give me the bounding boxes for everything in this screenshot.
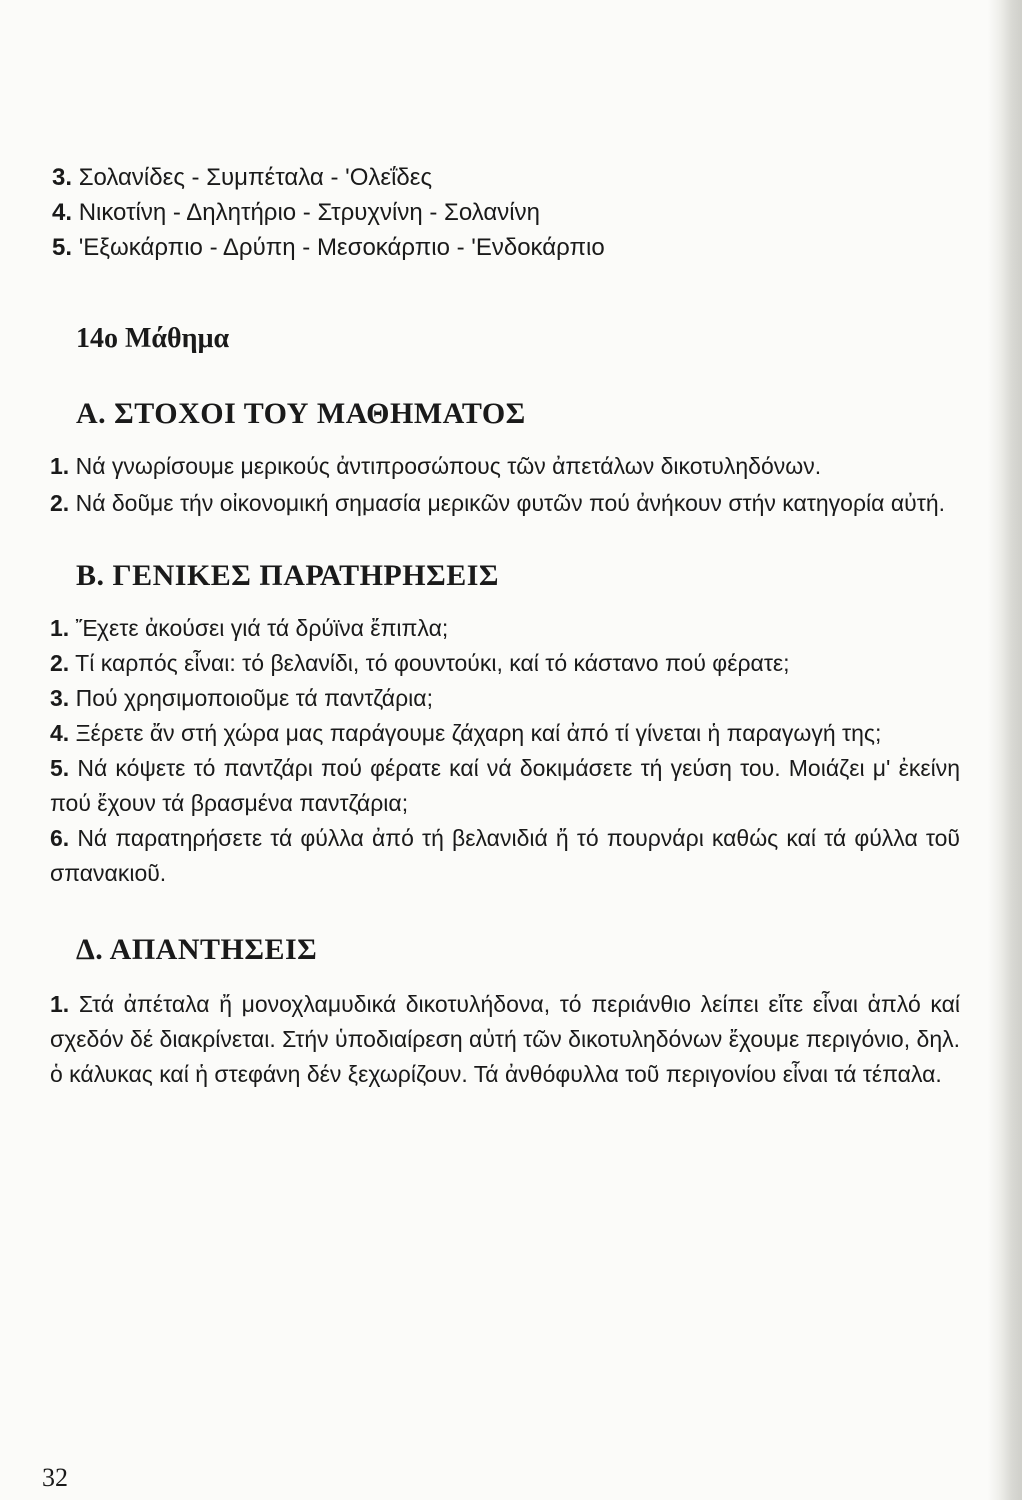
- page-gutter-shadow: [988, 0, 1022, 1500]
- section-d-heading: Δ. ΑΠΑΝΤΗΣΕΙΣ: [76, 933, 318, 966]
- list-item: [50, 751, 960, 821]
- list-item: [50, 681, 960, 716]
- item-text: Τί καρπός εἶναι: τό βελανίδι, τό φουντούκι, καί τό κάστανο πού φέρατε;: [75, 650, 790, 676]
- item-text: Ἔχετε ἀκούσει γιά τά δρύϊνα ἔπιπλα;: [75, 615, 449, 641]
- item-text: Στά ἀπέταλα ἤ μονοχλαμυδικά δικοτυλήδονα, τό περιάνθιο λείπει εἴτε εἶναι ἁπλό καί σχεδόν δέ διακρίνεται. Στήν ὑποδιαίρεση αὐτή τῶν δικοτυληδόνων ἔχουμε περιγόνιο, δηλ. ὁ κάλυκας καί ἡ στεφάνη δέν ξεχωρίζουν. Τά ἀνθόφυλλα τοῦ περιγονίου εἶναι τά τέπαλα.: [50, 991, 961, 1087]
- item-number: 1.: [50, 453, 70, 479]
- list-item: [50, 486, 960, 521]
- list-item: [50, 716, 960, 751]
- section-a-heading: Α. ΣΤΟΧΟΙ ΤΟΥ ΜΑΘΗΜΑΤΟΣ: [76, 397, 526, 430]
- item-number: 1.: [50, 991, 70, 1017]
- item-text: Νά δοῦμε τήν οἰκονομική σημασία μερικῶν φυτῶν πού ἀνήκουν στήν κατηγορία αὐτή.: [75, 490, 945, 516]
- item-number: 5.: [50, 755, 70, 781]
- item-number: 2.: [50, 490, 70, 516]
- item-text: Νά γνωρίσουμε μερικούς ἀντιπροσώπους τῶν ἀπετάλων δικοτυληδόνων.: [75, 453, 822, 479]
- lesson-title: 14ο Μάθημα: [76, 323, 230, 354]
- section-a-list: [50, 449, 960, 521]
- page-number: 32: [42, 1463, 68, 1492]
- item-number: 1.: [50, 615, 70, 641]
- item-number: 3.: [50, 685, 70, 711]
- item-number: 4.: [50, 720, 70, 746]
- item-number: 6.: [50, 825, 70, 851]
- list-item: [52, 160, 960, 195]
- list-item: [50, 646, 960, 681]
- item-text: 'Εξωκάρπιο - Δρύπη - Μεσοκάρπιο - 'Ενδοκάρπιο: [78, 234, 605, 261]
- item-text: Νά κόψετε τό παντζάρι πού φέρατε καί νά δοκιμάσετε τή γεύση του. Μοιάζει μ' ἐκείνη πού ἔχουν τά βρασμένα παντζάρια;: [50, 755, 961, 816]
- list-item: [50, 987, 960, 1092]
- section-b-heading: Β. ΓΕΝΙΚΕΣ ΠΑΡΑΤΗΡΗΣΕΙΣ: [76, 559, 499, 592]
- item-number: 4.: [52, 199, 73, 226]
- item-number: 2.: [50, 650, 70, 676]
- list-item: [50, 611, 960, 646]
- page-text: [50, 160, 960, 1092]
- section-d-list: [50, 987, 960, 1092]
- list-item: [52, 195, 960, 230]
- item-text: Νικοτίνη - Δηλητήριο - Στρυχνίνη - Σολανίνη: [78, 199, 540, 226]
- list-item: [50, 449, 960, 484]
- list-item: [52, 230, 960, 265]
- item-text: Σολανίδες - Συμπέταλα - 'Ολεΐδες: [78, 164, 433, 191]
- list-item: [50, 821, 960, 891]
- section-b-list: [50, 611, 960, 891]
- top-list: [52, 160, 960, 265]
- item-number: 3.: [52, 164, 73, 191]
- item-text: Πού χρησιμοποιοῦμε τά παντζάρια;: [75, 685, 433, 711]
- item-text: Ξέρετε ἄν στή χώρα μας παράγουμε ζάχαρη καί ἀπό τί γίνεται ἡ παραγωγή της;: [75, 720, 882, 746]
- item-number: 5.: [52, 234, 73, 261]
- item-text: Νά παρατηρήσετε τά φύλλα ἀπό τή βελανιδιά ἤ τό πουρνάρι καθώς καί τά φύλλα τοῦ σπανακιοῦ.: [50, 825, 961, 886]
